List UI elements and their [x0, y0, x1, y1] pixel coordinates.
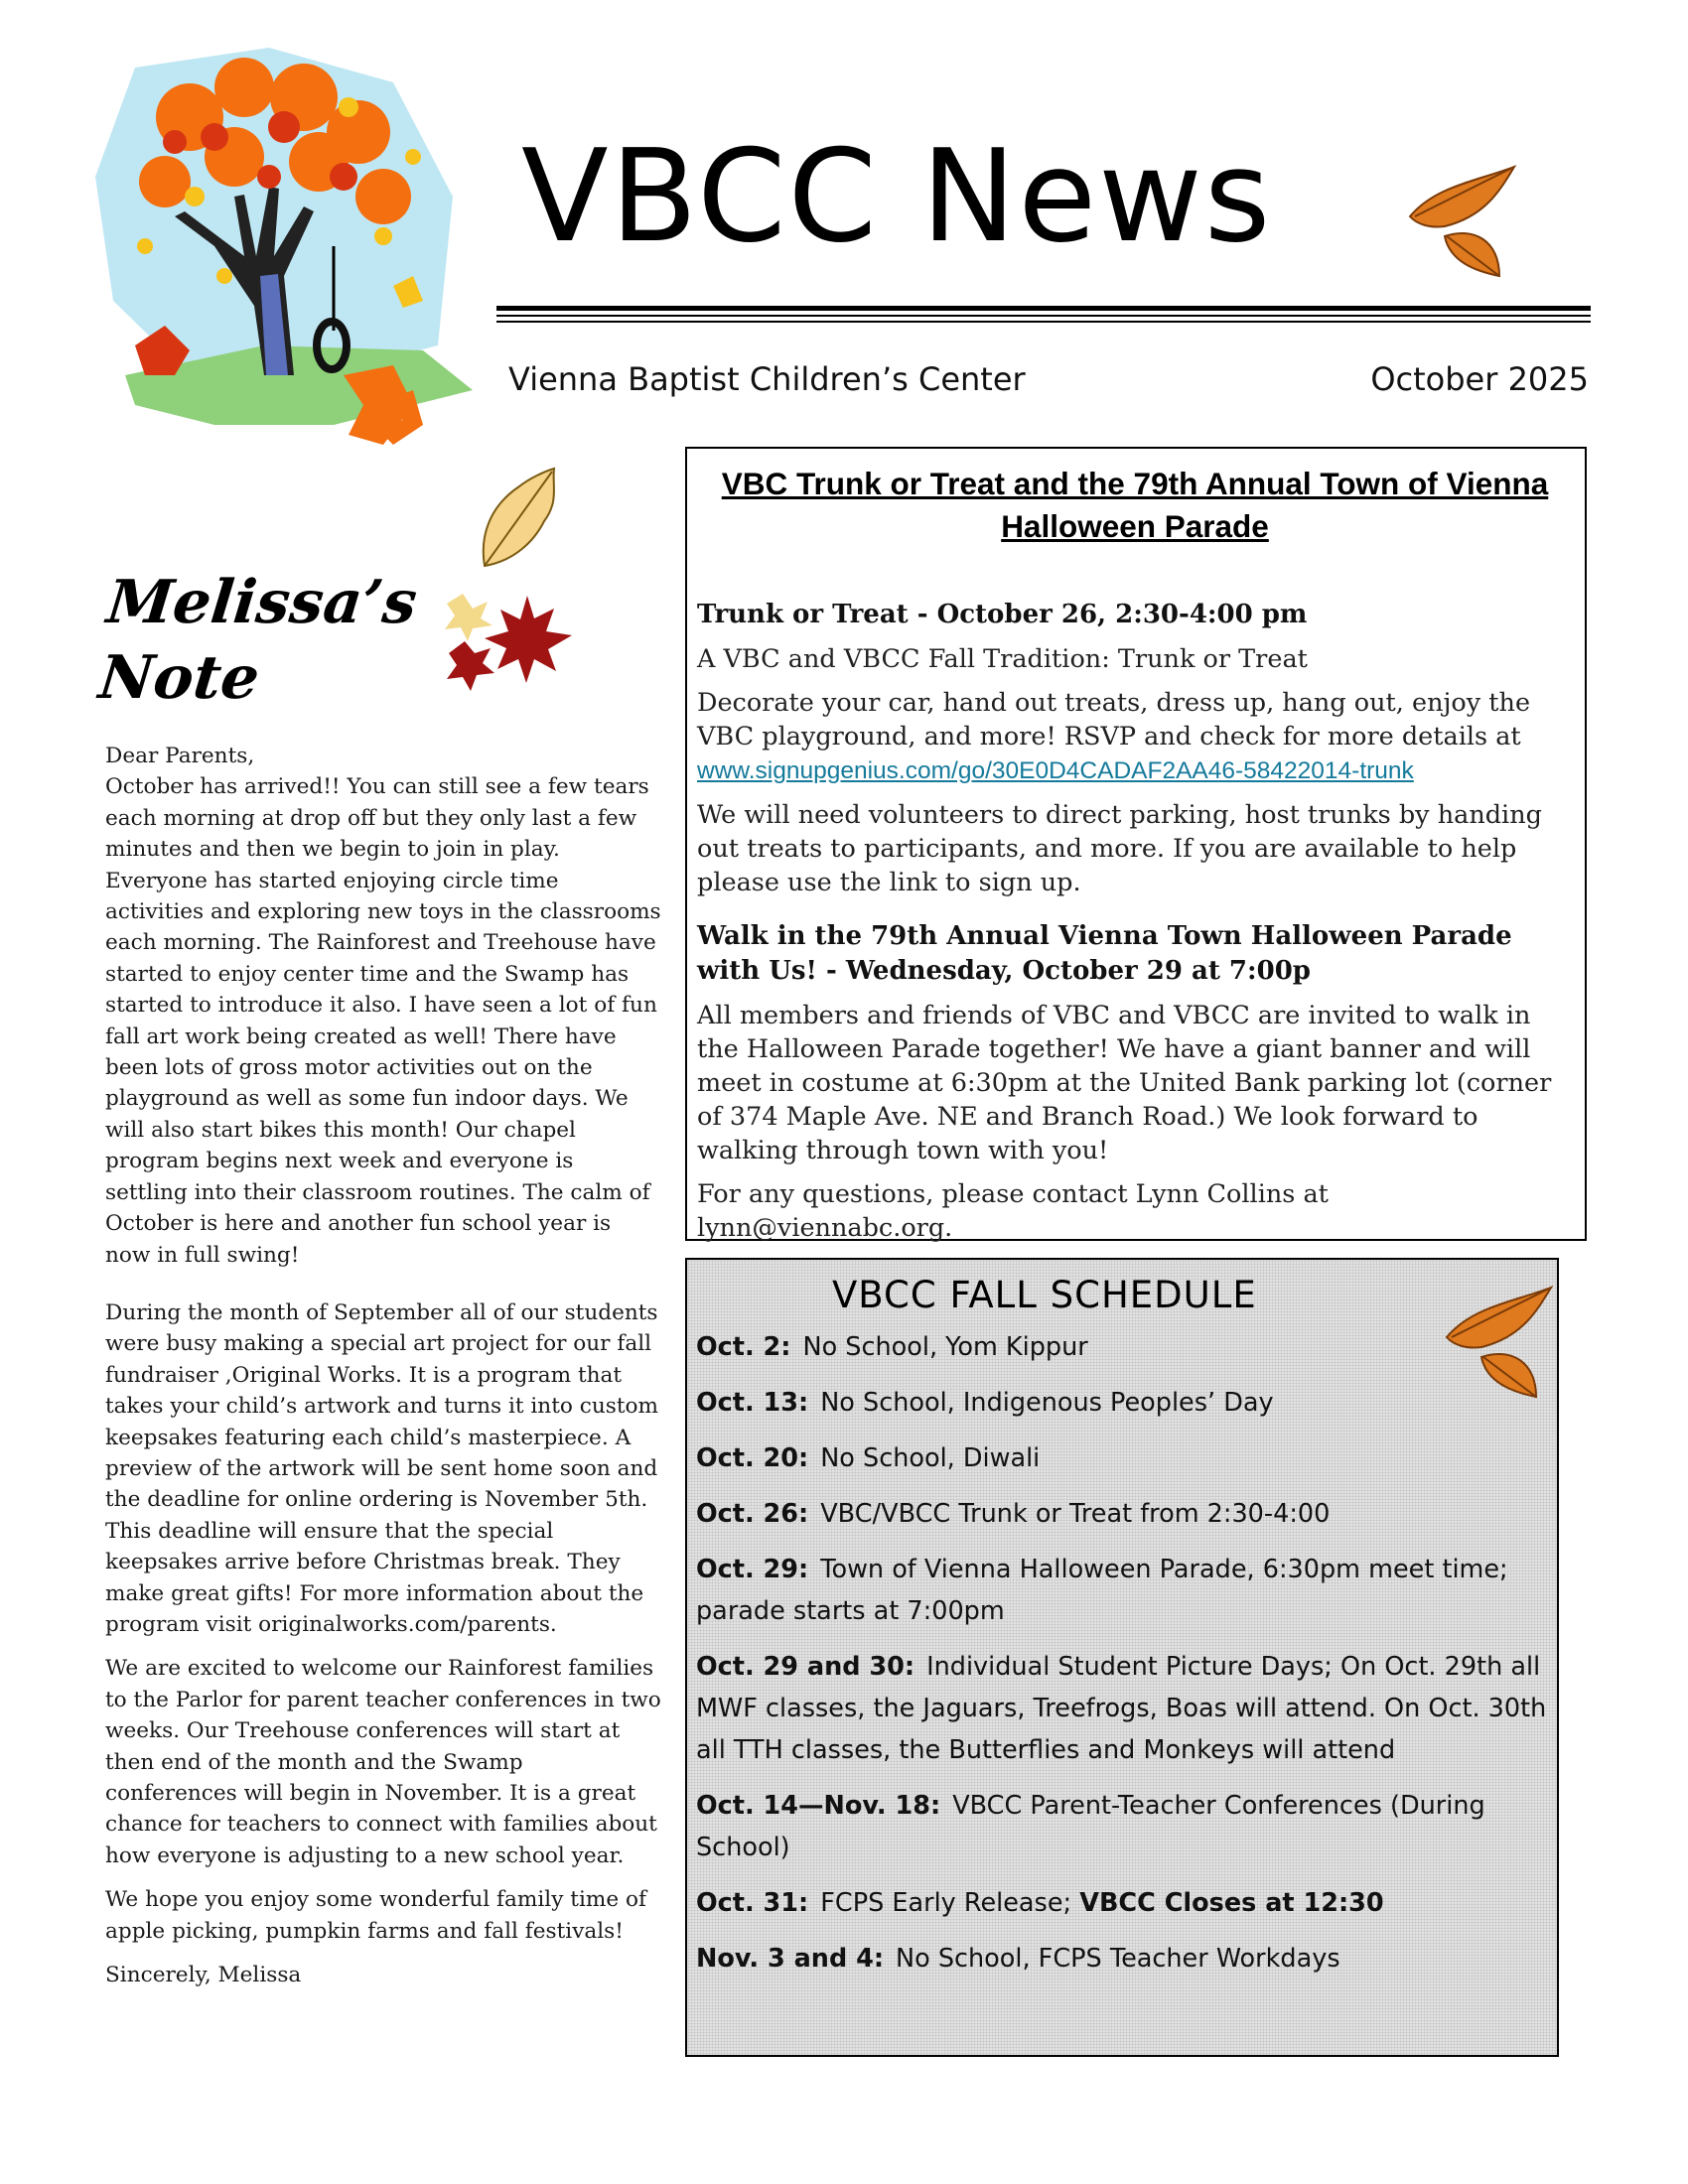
- contact-paragraph: For any questions, please contact Lynn Collins at lynn@viennabc.org.: [697, 1179, 1329, 1243]
- schedule-item: [696, 1785, 1547, 1868]
- newsletter-title: VBCC News: [521, 123, 1273, 271]
- schedule-item: [696, 1437, 1547, 1479]
- melissas-note-letter: [105, 741, 661, 2003]
- note-title-line1: Melissa’s: [103, 568, 421, 637]
- schedule-item: [696, 1549, 1547, 1632]
- schedule-item-date: Oct. 26:: [696, 1499, 809, 1529]
- schedule-item-text: No School, Indigenous Peoples’ Day: [820, 1388, 1274, 1418]
- schedule-item: [696, 1882, 1547, 1924]
- parade-paragraph: All members and friends of VBC and VBCC are invited to walk in the Halloween Parade together! We have a giant banner and will meet in costume at 6:30pm at the United Bank parking lot (corner of 374 Maple Ave. NE and Branch Road.) We look forward to walking through town with you!: [697, 1001, 1552, 1165]
- organization-name: Vienna Baptist Children’s Center: [508, 360, 1026, 398]
- letter-paragraph-1: October has arrived!! You can still see a few tears each morning at drop off but they only last a few minutes and then we begin to join in play. Everyone has started enjoying circle time activities and exploring new toys in the classrooms each morning. The Rainforest and Treehouse have started to enjoy center time and the Swamp has started to introduce it also. I have seen a lot of fun fall art work being created as well! There have been lots of gross motor activities out on the playground as well as some fun indoor days. We will also start bikes this month! Our chapel program begins next week and everyone is settling into their classroom routines. The calm of October is here and another fun school year is now in full swing!: [105, 774, 661, 1268]
- schedule-item-date: Oct. 14—Nov. 18:: [696, 1791, 941, 1821]
- signup-genius-link[interactable]: www.signupgenius.com/go/30E0D4CADAF2AA46-58422014-trunk: [697, 757, 1414, 784]
- schedule-item: [696, 1326, 1547, 1368]
- letter-greeting: Dear Parents,: [105, 744, 255, 768]
- schedule-item-date: Oct. 31:: [696, 1888, 809, 1918]
- schedule-item-text: VBC/VBCC Trunk or Treat from 2:30-4:00: [820, 1499, 1331, 1529]
- note-title-line2: Note: [95, 642, 263, 713]
- trunk-or-treat-tradition: A VBC and VBCC Fall Tradition: Trunk or Treat: [697, 644, 1308, 674]
- schedule-item-emphasis: VBCC Closes at 12:30: [1079, 1888, 1384, 1918]
- schedule-item-text: Town of Vienna Halloween Parade, 6:30pm meet time; parade starts at 7:00pm: [696, 1555, 1508, 1626]
- schedule-item-date: Oct. 2:: [696, 1332, 791, 1362]
- schedule-item-text: FCPS Early Release;: [820, 1888, 1072, 1918]
- schedule-item-date: Nov. 3 and 4:: [696, 1944, 885, 1974]
- melissas-note-title: [95, 566, 421, 716]
- schedule-item-date: Oct. 20:: [696, 1443, 809, 1473]
- trunk-or-treat-box: [685, 447, 1587, 1241]
- schedule-item-text: No School, FCPS Teacher Workdays: [896, 1944, 1340, 1974]
- letter-signoff: Sincerely, Melissa: [105, 1963, 302, 1988]
- autumn-tree-clipart-icon: [95, 48, 473, 475]
- oak-leaf-icon: [475, 467, 564, 576]
- masthead-rule: [496, 306, 1591, 327]
- letter-paragraph-4: We hope you enjoy some wonderful family time of apple picking, pumpkin farms and fall festivals!: [105, 1887, 646, 1944]
- event-heading: VBC Trunk or Treat and the 79th Annual Town of Vienna Halloween Parade: [721, 466, 1549, 544]
- schedule-item-text: Individual Student Picture Days; On Oct. 29th all MWF classes, the Jaguars, Treefrogs, Boas will attend. On Oct. 30th all TTH classes, the Butterflies and Monkeys will attend: [696, 1652, 1547, 1765]
- schedule-item: [696, 1646, 1547, 1771]
- letter-paragraph-2: During the month of September all of our students were busy making a special art project for our fall fundraiser ,Original Works. It is a program that takes your child’s artwork and turns it into custom keepsakes featuring each child’s masterpiece. A preview of the artwork will be sent home soon and the deadline for online ordering is November 5th. This deadline will ensure that the special keepsakes arrive before Christmas break. They make great gifts! For more information about the program visit originalworks.com/parents.: [105, 1299, 658, 1637]
- parade-subtitle: Walk in the 79th Annual Vienna Town Halloween Parade with Us! - Wednesday, October 29 at 7:00p: [697, 921, 1512, 986]
- schedule-item-text: No School, Diwali: [820, 1443, 1041, 1473]
- falling-leaves-icon: [1405, 157, 1524, 286]
- trunk-or-treat-details-text: Decorate your car, hand out treats, dress up, hang out, enjoy the VBC playground, and more! RSVP and check for more details at: [697, 688, 1531, 751]
- schedule-item: [696, 1938, 1547, 1979]
- schedule-title: VBCC FALL SCHEDULE: [832, 1274, 1257, 1316]
- fall-schedule-box: [685, 1258, 1559, 2057]
- schedule-item-text: VBCC Parent-Teacher Conferences (During School): [696, 1791, 1485, 1862]
- schedule-item: [696, 1493, 1547, 1535]
- letter-paragraph-3: We are excited to welcome our Rainforest families to the Parlor for parent teacher conferences in two weeks. Our Treehouse conferences will start at then end of the month and the Swamp conferences will begin in November. It is a great chance for teachers to connect with families about how everyone is adjusting to a new school year.: [105, 1656, 661, 1868]
- schedule-item-date: Oct. 29:: [696, 1555, 809, 1584]
- schedule-item-date: Oct. 13:: [696, 1388, 809, 1418]
- trunk-or-treat-subtitle: Trunk or Treat - October 26, 2:30-4:00 pm: [697, 600, 1308, 629]
- maple-leaves-icon: [443, 594, 577, 693]
- issue-date: October 2025: [1370, 360, 1589, 398]
- falling-leaves-icon: [1442, 1278, 1561, 1407]
- schedule-item-date: Oct. 29 and 30:: [696, 1652, 915, 1682]
- schedule-item: [696, 1382, 1547, 1424]
- schedule-list: [696, 1326, 1547, 1979]
- volunteer-paragraph: We will need volunteers to direct parking, host trunks by handing out treats to participants, and more. If you are available to help please use the link to sign up.: [697, 800, 1542, 897]
- trunk-or-treat-details: [697, 686, 1573, 788]
- schedule-item-text: No School, Yom Kippur: [802, 1332, 1088, 1362]
